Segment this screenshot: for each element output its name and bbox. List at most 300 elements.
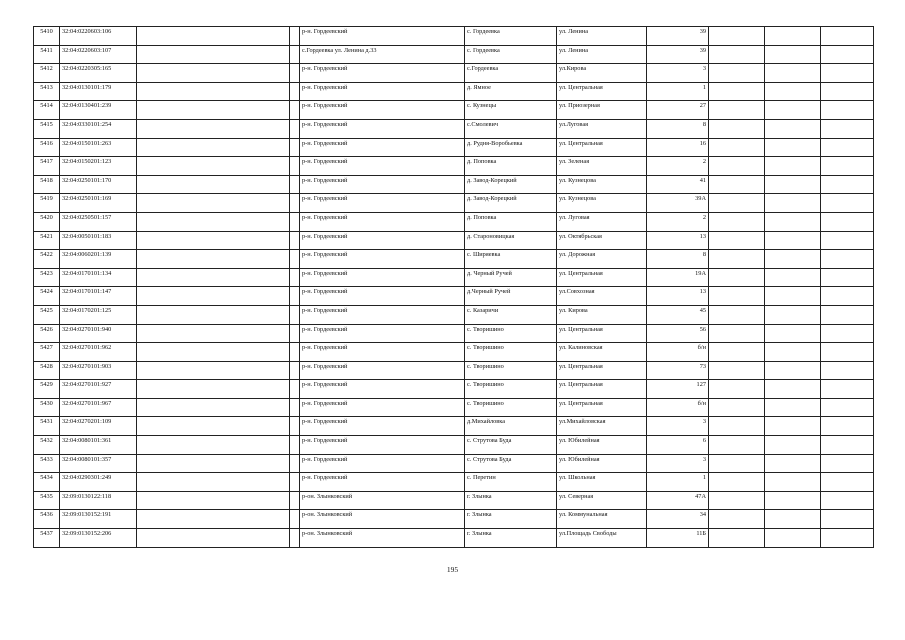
row-number-cell: 5419 <box>34 194 60 213</box>
settlement-cell: д.Черный Ручей <box>465 287 557 306</box>
settlement-cell: д. Рудня-Воробьевка <box>465 138 557 157</box>
settlement-cell: с. Струтова Буда <box>465 454 557 473</box>
district-cell: р-н. Гордеевский <box>300 436 465 455</box>
street-cell: ул. Дорожная <box>557 250 647 269</box>
blank-cell <box>290 491 300 510</box>
blank-cell <box>290 250 300 269</box>
blank-cell <box>821 231 874 250</box>
district-cell: р-н. Гордеевский <box>300 361 465 380</box>
district-cell: р-он. Злынковский <box>300 510 465 529</box>
blank-cell <box>137 250 290 269</box>
district-cell: р-н. Гордеевский <box>300 175 465 194</box>
blank-cell <box>821 64 874 83</box>
blank-cell <box>290 343 300 362</box>
blank-cell <box>709 45 765 64</box>
blank-cell <box>709 287 765 306</box>
house-number-cell: 3 <box>647 417 709 436</box>
blank-cell <box>709 324 765 343</box>
blank-cell <box>765 45 821 64</box>
street-cell: ул. Северная <box>557 491 647 510</box>
row-number-cell: 5428 <box>34 361 60 380</box>
settlement-cell: с. Кузнецы <box>465 101 557 120</box>
blank-cell <box>709 454 765 473</box>
settlement-cell: с. Гордеевка <box>465 27 557 46</box>
blank-cell <box>137 157 290 176</box>
row-number-cell: 5425 <box>34 305 60 324</box>
blank-cell <box>709 473 765 492</box>
blank-cell <box>290 175 300 194</box>
blank-cell <box>765 175 821 194</box>
settlement-cell: д. Ямное <box>465 82 557 101</box>
blank-cell <box>709 27 765 46</box>
blank-cell <box>765 231 821 250</box>
blank-cell <box>290 194 300 213</box>
house-number-cell: 27 <box>647 101 709 120</box>
blank-cell <box>821 436 874 455</box>
settlement-cell: с.Гордеевка <box>465 64 557 83</box>
row-number-cell: 5435 <box>34 491 60 510</box>
blank-cell <box>765 529 821 548</box>
row-number-cell: 5416 <box>34 138 60 157</box>
district-cell: р-н. Гордеевский <box>300 343 465 362</box>
blank-cell <box>821 343 874 362</box>
blank-cell <box>137 491 290 510</box>
row-number-cell: 5432 <box>34 436 60 455</box>
table-row <box>34 305 874 324</box>
street-cell: ул. Ленина <box>557 27 647 46</box>
blank-cell <box>709 175 765 194</box>
table-row <box>34 250 874 269</box>
table-row <box>34 417 874 436</box>
cadastral-number-cell: 32:04:0150201:123 <box>60 157 137 176</box>
blank-cell <box>765 510 821 529</box>
row-number-cell: 5427 <box>34 343 60 362</box>
settlement-cell: с. Перетин <box>465 473 557 492</box>
house-number-cell: 13 <box>647 287 709 306</box>
house-number-cell: 1 <box>647 82 709 101</box>
table-row <box>34 473 874 492</box>
blank-cell <box>137 398 290 417</box>
blank-cell <box>137 510 290 529</box>
street-cell: ул. Ленина <box>557 45 647 64</box>
settlement-cell: с. Творишино <box>465 343 557 362</box>
row-number-cell: 5436 <box>34 510 60 529</box>
blank-cell <box>137 45 290 64</box>
district-cell: р-он. Злынковский <box>300 529 465 548</box>
blank-cell <box>765 491 821 510</box>
blank-cell <box>821 417 874 436</box>
table-row <box>34 157 874 176</box>
blank-cell <box>137 324 290 343</box>
house-number-cell: б/н <box>647 398 709 417</box>
street-cell: ул. Юбилейная <box>557 454 647 473</box>
street-cell: ул. Октябрьская <box>557 231 647 250</box>
house-number-cell: 2 <box>647 157 709 176</box>
table-row <box>34 529 874 548</box>
blank-cell <box>137 343 290 362</box>
blank-cell <box>137 82 290 101</box>
street-cell: ул. Центральная <box>557 380 647 399</box>
street-cell: ул. Калиновская <box>557 343 647 362</box>
settlement-cell: г. Злынка <box>465 529 557 548</box>
blank-cell <box>290 138 300 157</box>
blank-cell <box>290 212 300 231</box>
blank-cell <box>290 45 300 64</box>
street-cell: ул.Площадь Свободы <box>557 529 647 548</box>
cadastral-number-cell: 32:04:0060201:139 <box>60 250 137 269</box>
district-cell: с.Гордеевка ул. Ленина д.33 <box>300 45 465 64</box>
cadastral-number-cell: 32:04:0270101:940 <box>60 324 137 343</box>
row-number-cell: 5437 <box>34 529 60 548</box>
blank-cell <box>821 250 874 269</box>
blank-cell <box>137 212 290 231</box>
blank-cell <box>765 436 821 455</box>
table-row <box>34 287 874 306</box>
blank-cell <box>290 361 300 380</box>
district-cell: р-н. Гордеевский <box>300 287 465 306</box>
blank-cell <box>821 194 874 213</box>
blank-cell <box>821 398 874 417</box>
street-cell: ул. Центральная <box>557 324 647 343</box>
table-body <box>34 27 874 548</box>
blank-cell <box>821 287 874 306</box>
blank-cell <box>137 27 290 46</box>
table-row <box>34 491 874 510</box>
house-number-cell: 73 <box>647 361 709 380</box>
row-number-cell: 5414 <box>34 101 60 120</box>
cadastral-number-cell: 32:04:0080101:357 <box>60 454 137 473</box>
table-row <box>34 324 874 343</box>
district-cell: р-н. Гордеевский <box>300 268 465 287</box>
blank-cell <box>290 101 300 120</box>
settlement-cell: д. Староновицкая <box>465 231 557 250</box>
table-row <box>34 175 874 194</box>
row-number-cell: 5434 <box>34 473 60 492</box>
house-number-cell: 8 <box>647 119 709 138</box>
house-number-cell: 47А <box>647 491 709 510</box>
blank-cell <box>765 361 821 380</box>
street-cell: ул. Центральная <box>557 138 647 157</box>
blank-cell <box>290 454 300 473</box>
blank-cell <box>137 194 290 213</box>
row-number-cell: 5413 <box>34 82 60 101</box>
street-cell: ул. Коммунальная <box>557 510 647 529</box>
table-row <box>34 82 874 101</box>
row-number-cell: 5418 <box>34 175 60 194</box>
cadastral-number-cell: 32:04:0170201:125 <box>60 305 137 324</box>
blank-cell <box>290 82 300 101</box>
cadastral-number-cell: 32:04:0170101:134 <box>60 268 137 287</box>
cadastral-number-cell: 32:04:0330101:254 <box>60 119 137 138</box>
blank-cell <box>137 287 290 306</box>
blank-cell <box>290 529 300 548</box>
blank-cell <box>137 119 290 138</box>
table-row <box>34 64 874 83</box>
blank-cell <box>821 268 874 287</box>
cadastral-number-cell: 32:04:0130101:179 <box>60 82 137 101</box>
blank-cell <box>765 64 821 83</box>
blank-cell <box>821 529 874 548</box>
blank-cell <box>137 268 290 287</box>
blank-cell <box>709 491 765 510</box>
street-cell: ул. Школьная <box>557 473 647 492</box>
district-cell: р-н. Гордеевский <box>300 27 465 46</box>
settlement-cell: с. Творишино <box>465 380 557 399</box>
settlement-cell: с. Творишино <box>465 361 557 380</box>
blank-cell <box>765 101 821 120</box>
row-number-cell: 5411 <box>34 45 60 64</box>
blank-cell <box>709 212 765 231</box>
blank-cell <box>821 119 874 138</box>
blank-cell <box>709 194 765 213</box>
blank-cell <box>765 380 821 399</box>
street-cell: ул.Михайловская <box>557 417 647 436</box>
cadastral-number-cell: 32:04:0250101:169 <box>60 194 137 213</box>
blank-cell <box>137 361 290 380</box>
cadastral-number-cell: 32:09:0130122:118 <box>60 491 137 510</box>
blank-cell <box>137 175 290 194</box>
cadastral-number-cell: 32:04:0270101:967 <box>60 398 137 417</box>
settlement-cell: г. Злынка <box>465 491 557 510</box>
street-cell: ул. Зеленая <box>557 157 647 176</box>
street-cell: ул. Кирова <box>557 305 647 324</box>
blank-cell <box>709 64 765 83</box>
house-number-cell: 34 <box>647 510 709 529</box>
settlement-cell: д. Завод-Корецкий <box>465 194 557 213</box>
blank-cell <box>765 417 821 436</box>
row-number-cell: 5429 <box>34 380 60 399</box>
cadastral-number-cell: 32:04:0220305:165 <box>60 64 137 83</box>
blank-cell <box>821 491 874 510</box>
blank-cell <box>290 398 300 417</box>
blank-cell <box>765 27 821 46</box>
street-cell: ул.Луговая <box>557 119 647 138</box>
blank-cell <box>137 529 290 548</box>
street-cell: ул. Центральная <box>557 82 647 101</box>
table-row <box>34 45 874 64</box>
blank-cell <box>821 305 874 324</box>
blank-cell <box>290 287 300 306</box>
blank-cell <box>821 175 874 194</box>
house-number-cell: 1 <box>647 473 709 492</box>
row-number-cell: 5422 <box>34 250 60 269</box>
blank-cell <box>709 510 765 529</box>
cadastral-number-cell: 32:04:0170101:147 <box>60 287 137 306</box>
row-number-cell: 5433 <box>34 454 60 473</box>
blank-cell <box>290 64 300 83</box>
table-row <box>34 361 874 380</box>
house-number-cell: 39 <box>647 27 709 46</box>
street-cell: ул. Кузнецова <box>557 175 647 194</box>
house-number-cell: 39А <box>647 194 709 213</box>
house-number-cell: 11Б <box>647 529 709 548</box>
street-cell: ул.Совхозная <box>557 287 647 306</box>
blank-cell <box>821 101 874 120</box>
blank-cell <box>290 119 300 138</box>
blank-cell <box>765 82 821 101</box>
street-cell: ул. Юбилейная <box>557 436 647 455</box>
blank-cell <box>765 268 821 287</box>
blank-cell <box>709 380 765 399</box>
blank-cell <box>290 231 300 250</box>
blank-cell <box>765 157 821 176</box>
cadastral-number-cell: 32:04:0250501:157 <box>60 212 137 231</box>
blank-cell <box>137 101 290 120</box>
blank-cell <box>821 82 874 101</box>
blank-cell <box>709 231 765 250</box>
blank-cell <box>765 398 821 417</box>
cadastral-number-cell: 32:09:0130152:191 <box>60 510 137 529</box>
row-number-cell: 5421 <box>34 231 60 250</box>
blank-cell <box>709 101 765 120</box>
street-cell: ул. Центральная <box>557 398 647 417</box>
house-number-cell: 6 <box>647 436 709 455</box>
street-cell: ул. Луговая <box>557 212 647 231</box>
blank-cell <box>137 473 290 492</box>
house-number-cell: 39 <box>647 45 709 64</box>
blank-cell <box>709 157 765 176</box>
blank-cell <box>765 194 821 213</box>
settlement-cell: с. Творишино <box>465 398 557 417</box>
blank-cell <box>765 287 821 306</box>
blank-cell <box>765 119 821 138</box>
blank-cell <box>709 417 765 436</box>
street-cell: ул. Приозерная <box>557 101 647 120</box>
blank-cell <box>290 417 300 436</box>
settlement-cell: с. Казаричи <box>465 305 557 324</box>
blank-cell <box>765 305 821 324</box>
district-cell: р-н. Гордеевский <box>300 194 465 213</box>
blank-cell <box>709 268 765 287</box>
row-number-cell: 5431 <box>34 417 60 436</box>
table-row <box>34 27 874 46</box>
blank-cell <box>290 380 300 399</box>
district-cell: р-н. Гордеевский <box>300 64 465 83</box>
district-cell: р-н. Гордеевский <box>300 380 465 399</box>
blank-cell <box>709 305 765 324</box>
district-cell: р-н. Гордеевский <box>300 324 465 343</box>
table-row <box>34 380 874 399</box>
row-number-cell: 5430 <box>34 398 60 417</box>
district-cell: р-он. Злынковский <box>300 491 465 510</box>
page-number: 195 <box>446 565 459 574</box>
cadastral-number-cell: 32:04:0220603:106 <box>60 27 137 46</box>
blank-cell <box>765 212 821 231</box>
cadastral-number-cell: 32:04:0130401:239 <box>60 101 137 120</box>
blank-cell <box>709 82 765 101</box>
blank-cell <box>765 324 821 343</box>
street-cell: ул.Кирова <box>557 64 647 83</box>
house-number-cell: 45 <box>647 305 709 324</box>
settlement-cell: д.Михайловка <box>465 417 557 436</box>
district-cell: р-н. Гордеевский <box>300 119 465 138</box>
table-row <box>34 194 874 213</box>
district-cell: р-н. Гордеевский <box>300 101 465 120</box>
blank-cell <box>290 473 300 492</box>
table-row <box>34 454 874 473</box>
blank-cell <box>137 231 290 250</box>
blank-cell <box>709 436 765 455</box>
cadastral-number-cell: 32:04:0050101:183 <box>60 231 137 250</box>
street-cell: ул. Кузнецова <box>557 194 647 213</box>
row-number-cell: 5412 <box>34 64 60 83</box>
blank-cell <box>290 305 300 324</box>
blank-cell <box>290 324 300 343</box>
blank-cell <box>290 268 300 287</box>
table-row <box>34 343 874 362</box>
blank-cell <box>765 250 821 269</box>
table-row <box>34 119 874 138</box>
row-number-cell: 5415 <box>34 119 60 138</box>
blank-cell <box>821 380 874 399</box>
table-row <box>34 436 874 455</box>
settlement-cell: с. Творишино <box>465 324 557 343</box>
house-number-cell: 41 <box>647 175 709 194</box>
district-cell: р-н. Гордеевский <box>300 82 465 101</box>
blank-cell <box>765 343 821 362</box>
row-number-cell: 5420 <box>34 212 60 231</box>
blank-cell <box>821 45 874 64</box>
settlement-cell: с. Гордеевка <box>465 45 557 64</box>
blank-cell <box>137 305 290 324</box>
row-number-cell: 5410 <box>34 27 60 46</box>
table-row <box>34 398 874 417</box>
cadastral-number-cell: 32:04:0290301:249 <box>60 473 137 492</box>
settlement-cell: г. Злынка <box>465 510 557 529</box>
blank-cell <box>821 324 874 343</box>
house-number-cell: 13 <box>647 231 709 250</box>
blank-cell <box>709 250 765 269</box>
blank-cell <box>137 436 290 455</box>
blank-cell <box>290 510 300 529</box>
blank-cell <box>821 27 874 46</box>
cadastral-number-cell: 32:04:0270101:962 <box>60 343 137 362</box>
house-number-cell: 127 <box>647 380 709 399</box>
settlement-cell: д. Поповка <box>465 157 557 176</box>
blank-cell <box>821 157 874 176</box>
blank-cell <box>765 138 821 157</box>
table-row <box>34 231 874 250</box>
table-row <box>34 101 874 120</box>
cadastral-number-cell: 32:09:0130152:206 <box>60 529 137 548</box>
settlement-cell: с.Смолевич <box>465 119 557 138</box>
blank-cell <box>709 138 765 157</box>
cadastral-number-cell: 32:04:0080101:361 <box>60 436 137 455</box>
row-number-cell: 5426 <box>34 324 60 343</box>
blank-cell <box>765 473 821 492</box>
district-cell: р-н. Гордеевский <box>300 305 465 324</box>
blank-cell <box>709 343 765 362</box>
cadastral-number-cell: 32:04:0150101:263 <box>60 138 137 157</box>
settlement-cell: д. Завод-Корецкий <box>465 175 557 194</box>
table-row <box>34 268 874 287</box>
address-registry-table <box>33 26 874 548</box>
row-number-cell: 5423 <box>34 268 60 287</box>
house-number-cell: 56 <box>647 324 709 343</box>
settlement-cell: д. Поповка <box>465 212 557 231</box>
settlement-cell: с. Ширяевка <box>465 250 557 269</box>
blank-cell <box>290 436 300 455</box>
cadastral-number-cell: 32:04:0270201:109 <box>60 417 137 436</box>
blank-cell <box>137 417 290 436</box>
cadastral-number-cell: 32:04:0270101:927 <box>60 380 137 399</box>
settlement-cell: д. Черный Ручей <box>465 268 557 287</box>
blank-cell <box>709 361 765 380</box>
house-number-cell: 3 <box>647 454 709 473</box>
blank-cell <box>821 473 874 492</box>
blank-cell <box>821 361 874 380</box>
table-row <box>34 510 874 529</box>
